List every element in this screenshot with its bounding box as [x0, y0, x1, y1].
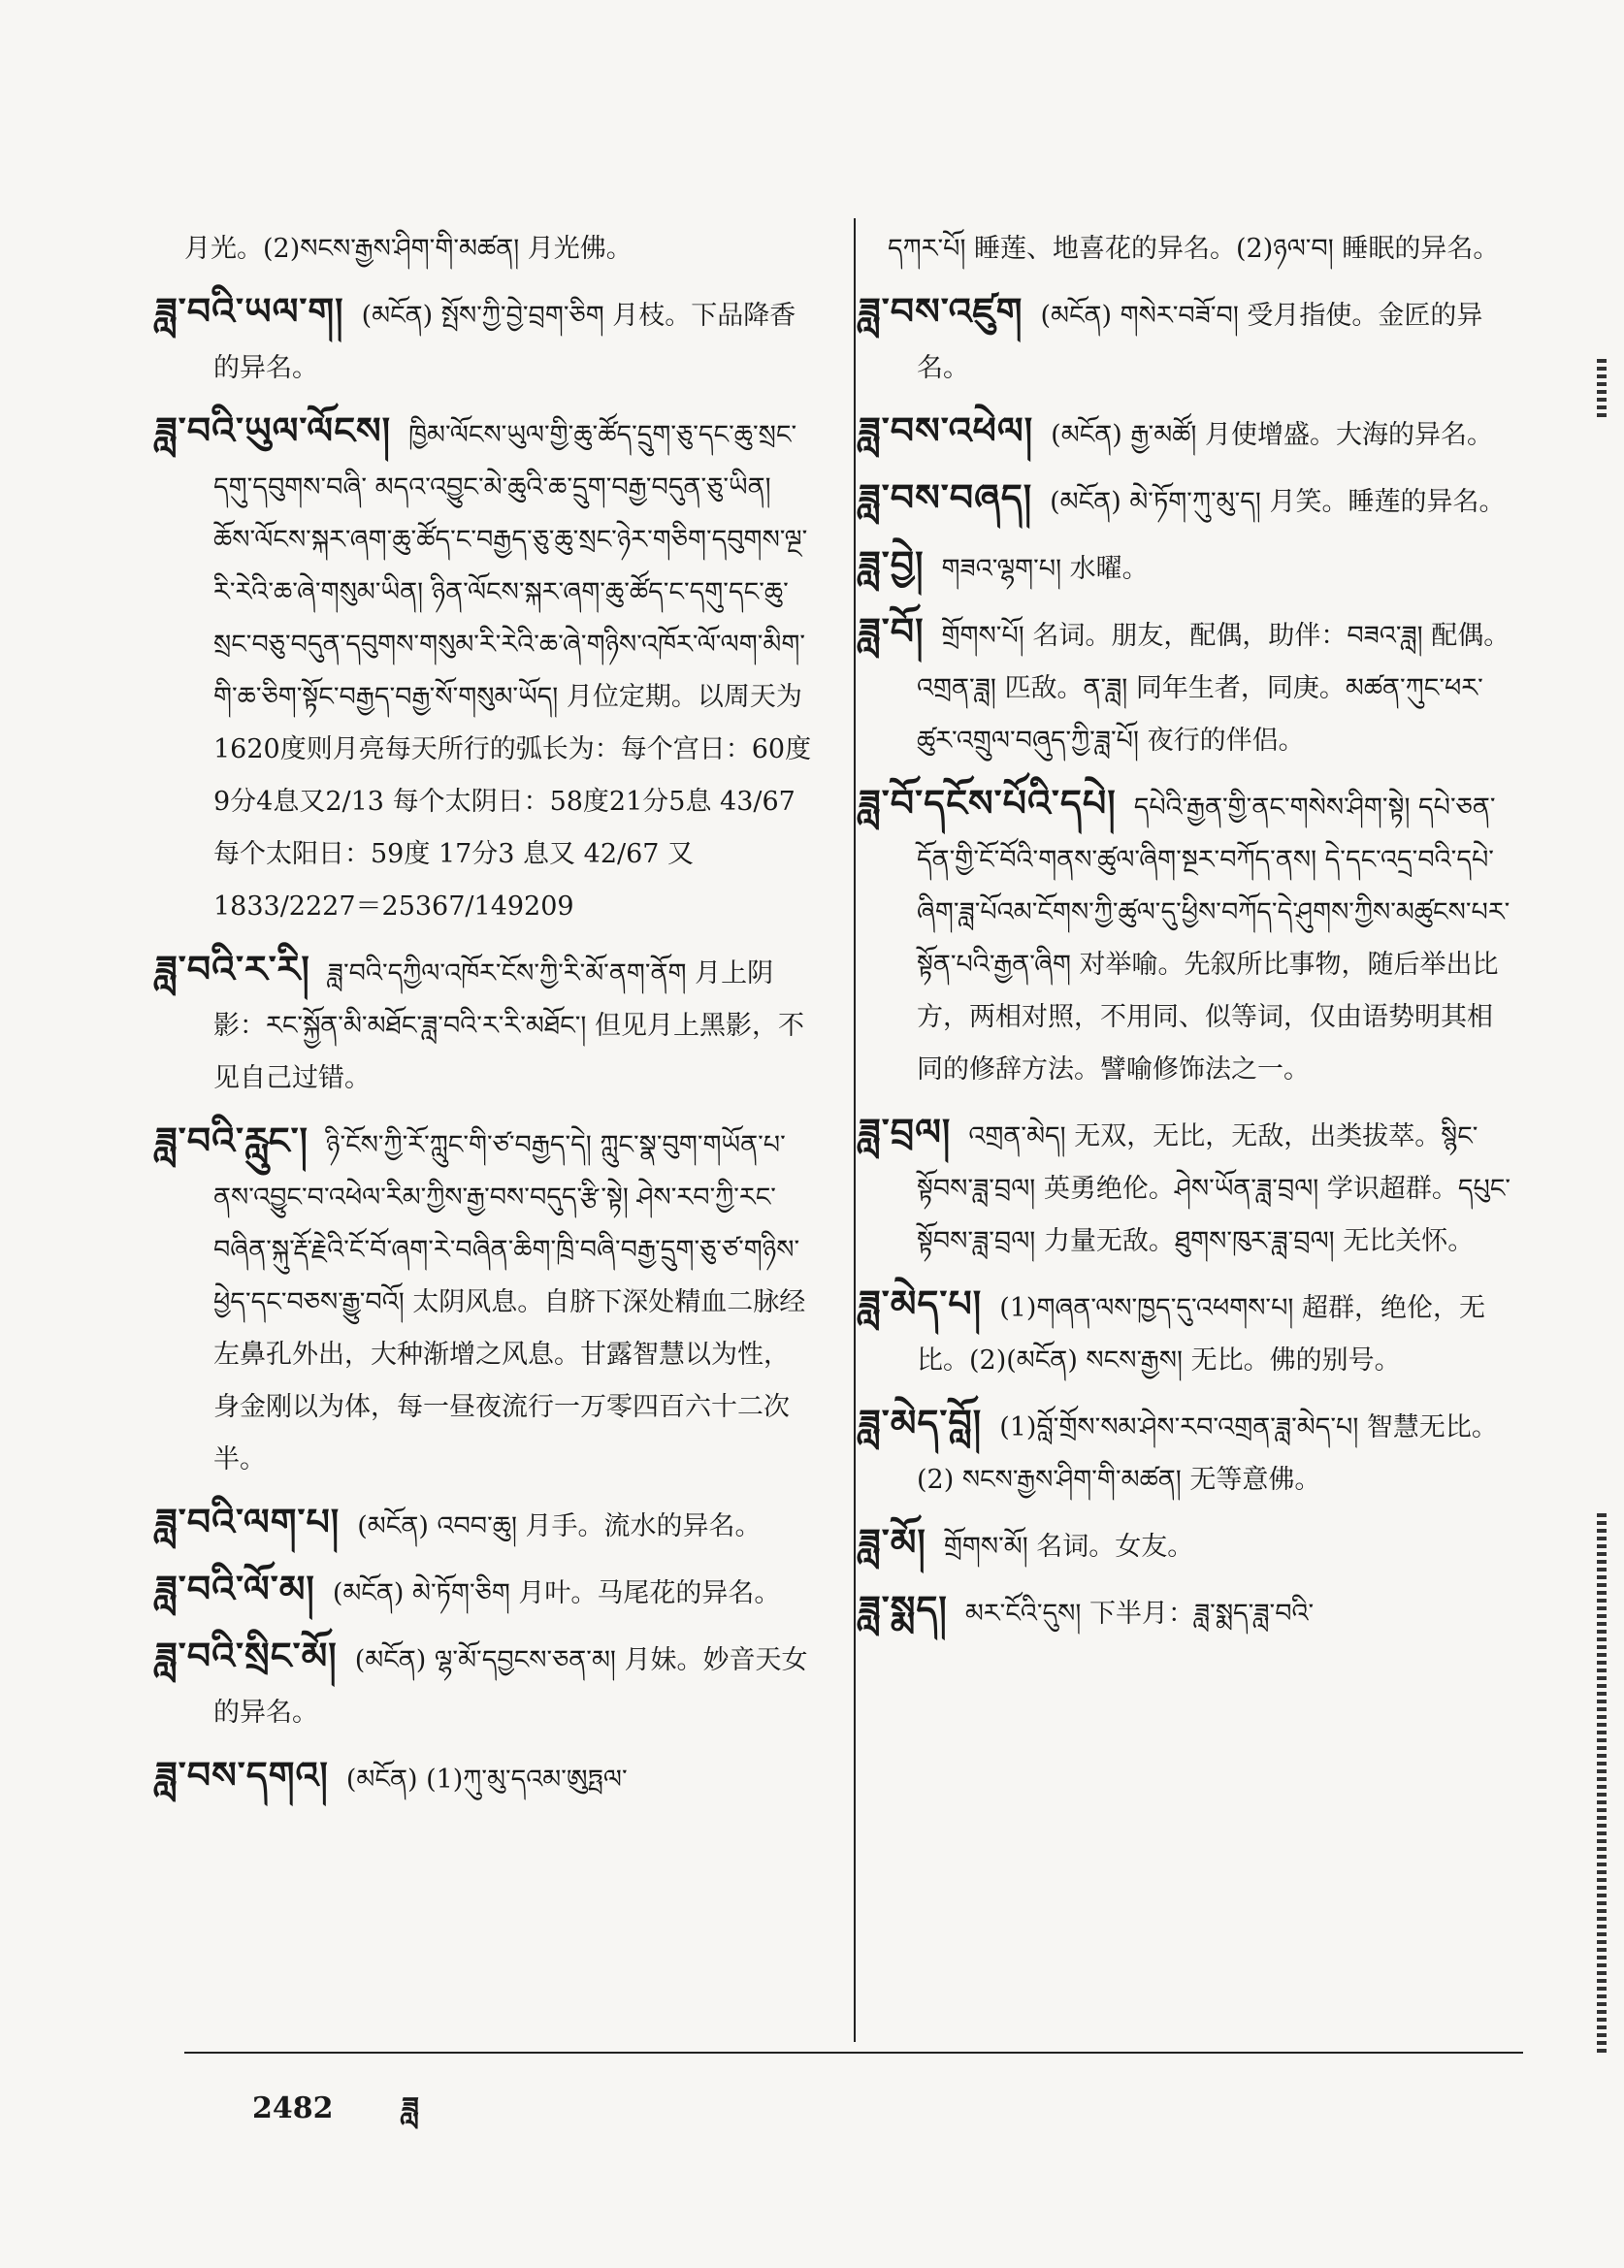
- definition-text: (1)བློ་གྲོས་སམ་ཤེས་རབ་འགྲན་ཟླ་མེད་པ། 智慧无比。(2) སངས་རྒྱས་ཤིག་གི་མཚན། 无等意佛。: [917, 1412, 1498, 1495]
- dictionary-entry: [155, 285, 815, 395]
- edge-mark: [1597, 359, 1607, 417]
- definition-text: ཟླ་བའི་དཀྱིལ་འཁོར་ངོས་ཀྱི་རི་མོ་ནག་ནོག 月上阴影：རང་སྐྱོན་མི་མཐོང་ཟླ་བའི་ར་རི་མཐོང་། 但见月上黑影，不见自己过错。: [213, 958, 805, 1093]
- entry-paragraph: [859, 405, 1518, 462]
- entry-paragraph: [888, 223, 1518, 275]
- definition-text: གཟའ་ལྷག་པ། 水曜。: [941, 554, 1149, 584]
- right-column: [859, 223, 1518, 1650]
- definition-text: (མངོན) གསེར་བཟོ་བ། 受月指使。金匠的异名。: [917, 301, 1483, 383]
- definition-text: (མངོན) ལྷ་མོ་དབྱངས་ཅན་མ། 月妹。妙音天女的异名。: [213, 1645, 808, 1728]
- entry-paragraph: [859, 1516, 1518, 1573]
- headword: ཟླ་བོ།: [859, 610, 925, 653]
- headword: ཟླ་བའི་ལག་པ།: [155, 1501, 341, 1543]
- edge-mark: [1597, 1513, 1607, 2057]
- definition-text: གྲོགས་མོ། 名词。女友。: [943, 1532, 1194, 1562]
- dictionary-entry: [859, 1397, 1518, 1507]
- definition-text: (མངོན) མེ་ཏོག་ཅིག 月叶。马尾花的异名。: [332, 1578, 781, 1608]
- dictionary-entry: [859, 777, 1518, 1096]
- entry-paragraph: [155, 1563, 815, 1620]
- entry-paragraph: [859, 285, 1518, 395]
- entry-paragraph: [184, 223, 815, 275]
- headword: ཟླ་བོ་དངོས་པོའི་དཔེ།: [859, 782, 1117, 825]
- footer-rule: [184, 2052, 1523, 2054]
- definition-text: (མངོན) (1)ཀུ་མུ་དའམ་ཨུཏྤལ་: [345, 1765, 628, 1795]
- definition-text: གྲོགས་པོ། 名词。朋友，配偶，助伴：བཟའ་ཟླ། 配偶。འགྲན་ཟླ། 匹敌。ན་ཟླ། 同年生者，同庚。མཚན་ཀུང་ཕར་ཚུར་འགྲུལ་བཞུད་ཀྱི་ཟླ་པོ། 夜行的伴侣。: [917, 621, 1510, 756]
- dictionary-entry: [859, 1106, 1518, 1268]
- dictionary-entry: [155, 1630, 815, 1739]
- headword: ཟླ་བའི་ར་རི།: [155, 948, 310, 990]
- definition-text: (མངོན) འབབ་ཆུ། 月手。流水的异名。: [357, 1511, 762, 1541]
- entry-paragraph: [859, 1397, 1518, 1507]
- definition-text: (མངོན) མེ་ཏོག་ཀུ་མུ་ད། 月笑。睡莲的异名。: [1050, 487, 1506, 517]
- dictionary-entry: [184, 223, 815, 275]
- dictionary-entry: [859, 538, 1518, 596]
- dictionary-entry: [859, 471, 1518, 529]
- headword: ཟླ་བས་འཛུག: [859, 290, 1023, 333]
- dictionary-entry: [155, 1496, 815, 1553]
- dictionary-entry: [859, 1278, 1518, 1387]
- column-divider: [854, 218, 856, 2042]
- entry-paragraph: [859, 605, 1518, 767]
- headword: ཟླ་བའི་ཡུལ་ལོངས།: [155, 409, 392, 452]
- definition-text: དཔེའི་རྒྱན་གྱི་ནང་གསེས་ཤིག་སྟེ། དཔེ་ཅན་དོན་གྱི་ངོ་བོའི་གནས་ཚུལ་ཞིག་སྔར་བཀོད་ནས། དེ་དང་འདྲ་བའི་དཔེ་ཞིག་ཟླ་པོའམ་ངོགས་ཀྱི་ཚུལ་དུ་ཕྱིས་བཀོད་དེ་ཤུགས་ཀྱིས་མཚུངས་པར་སྟོན་པའི་རྒྱན་ཞིག 对举喻。先叙所比事物，随后举出比方，两相对照，不用同、似等词，仅由语势明其相同的修辞方法。譬喻修饰法之一。: [917, 793, 1510, 1085]
- dictionary-entry: [859, 1583, 1518, 1640]
- entry-paragraph: [859, 538, 1518, 596]
- definition-text: 月光。(2)སངས་རྒྱས་ཤིག་གི་མཚན། 月光佛。: [184, 234, 633, 264]
- dictionary-entry: [859, 605, 1518, 767]
- dictionary-entry: [888, 223, 1518, 275]
- entry-paragraph: [859, 1583, 1518, 1640]
- dictionary-entry: [859, 285, 1518, 395]
- left-column: [155, 223, 815, 1816]
- entry-paragraph: [155, 405, 815, 933]
- definition-text: ཁྱིམ་ལོངས་ཡུལ་གྱི་ཆུ་ཚོད་དྲུག་ཅུ་དང་ཆུ་སྲང་དགུ་དབུགས་བཞི་ མདའ་འབྱུང་མེ་ཆུའི་ཆ་དྲུག་བརྒྱ་བདུན་ཅུ་ཡིན། ཆོས་ལོངས་སྐར་ཞག་ཆུ་ཚོད་ང་བརྒྱད་ཅུ་ཆུ་སྲང་ཉེར་གཅིག་དབུགས་ལྔ་རི་རེའི་ཆ་ཞེ་གསུམ་ཡིན། ཉིན་ལོངས་སྐར་ཞག་ཆུ་ཚོད་ང་དགུ་དང་ཆུ་སྲང་བཅུ་བདུན་དབུགས་གསུམ་རི་རེའི་ཆ་ཞེ་གཉིས་འཁོར་ལོ་ལག་མིག་གི་ཆ་ཅིག་སྟོང་བརྒྱད་བརྒྱ་སོ་གསུམ་ཡོད། 月位定期。以周天为1620度则月亮每天所行的弧长为：每个宫日：60度9分4息又2/13 每个太阴日：58度21分5息 43/67 每个太阳日：59度 17分3 息又 42/67 又 1833/2227＝25367/149209: [213, 420, 812, 922]
- headword: ཟླ་མེད་པ།: [859, 1282, 983, 1325]
- entry-paragraph: [859, 1278, 1518, 1387]
- dictionary-entry: [155, 1749, 815, 1806]
- entry-paragraph: [155, 943, 815, 1105]
- entry-paragraph: [155, 1496, 815, 1553]
- headword: ཟླ་བའི་ཡལ་ག།: [155, 290, 344, 333]
- dictionary-entry: [155, 1563, 815, 1620]
- entry-paragraph: [155, 1630, 815, 1739]
- definition-text: (མངོན) རྒྱ་མཚོ། 月使增盛。大海的异名。: [1051, 420, 1493, 450]
- dictionary-entry: [859, 405, 1518, 462]
- headword: ཟླ་མེད་བློ།: [859, 1402, 983, 1444]
- entry-paragraph: [155, 1115, 815, 1486]
- page-number: 2482: [252, 2091, 334, 2125]
- headword: ཟླ་བྲལ།: [859, 1111, 952, 1153]
- dictionary-entry: [155, 405, 815, 933]
- entry-paragraph: [155, 285, 815, 395]
- dictionary-entry: [155, 943, 815, 1105]
- headword: ཟླ་བས་བཞད།: [859, 476, 1033, 519]
- headword: ཟླ་བའི་སྲིང་མོ།: [155, 1635, 338, 1677]
- definition-text: (མངོན) སྤོས་ཀྱི་བྱེ་བྲག་ཅིག 月枝。下品降香的异名。: [213, 301, 796, 383]
- dictionary-entry: [155, 1115, 815, 1486]
- headword: ཟླ་བའི་རླུང་།: [155, 1119, 309, 1162]
- entry-paragraph: [859, 1106, 1518, 1268]
- definition-text: དཀར་པོ། 睡莲、地喜花的异名。(2)ཉལ་བ། 睡眠的异名。: [888, 234, 1500, 264]
- entry-paragraph: [155, 1749, 815, 1806]
- section-char: ཟླ: [401, 2091, 419, 2125]
- headword: ཟླ་སྨད།: [859, 1588, 948, 1631]
- definition-text: མར་ངོའི་དུས། 下半月：ཟླ་སྨད་ཟླ་བའི་: [964, 1599, 1315, 1629]
- headword: ཟླ་བྱེ།: [859, 543, 925, 586]
- dictionary-entry: [859, 1516, 1518, 1573]
- definition-text: ཉི་ངོས་ཀྱི་རོ་ཀླུང་གི་ཙ་བརྒྱད་དེ། ཀླུང་སྣ་བུག་གཡོན་པ་ནས་འབྱུང་བ་འཕེལ་རིམ་ཀྱིས་རྒྱ་བས་བདུད་རྩི་སྟེ། ཤེས་རབ་ཀྱི་རང་བཞིན་སྐུ་རྡོ་རྗེའི་ངོ་བོ་ཞག་རེ་བཞིན་ཆིག་ཁྲི་བཞི་བརྒྱ་དྲུག་ཅུ་ཙ་གཉིས་ཕྱེད་དང་བཅས་རྒྱུ་བའོ། 太阴风息。自脐下深处精血二脉经左鼻孔外出，大种渐增之风息。甘露智慧以为性，身金刚以为体，每一昼夜流行一万零四百六十二次半。: [213, 1130, 806, 1474]
- definition-text: (1)གཞན་ལས་ཁྱད་དུ་འཕགས་པ། 超群，绝伦，无比。(2)(མངོན) སངས་རྒྱས། 无比。佛的别号。: [917, 1293, 1485, 1376]
- page-footer: [252, 2076, 477, 2157]
- definition-text: འགྲན་མེད། 无双，无比，无敌，出类拔萃。སྙིང་སྟོབས་ཟླ་བྲལ། 英勇绝伦。ཤེས་ཡོན་ཟླ་བྲལ། 学识超群。དཔུང་སྟོབས་ཟླ་བྲལ། 力量无敌。ཐུགས་ཁུར་ཟླ་བྲལ། 无比关怀。: [917, 1121, 1511, 1256]
- headword: ཟླ་བས་དགའ།: [155, 1754, 329, 1797]
- headword: ཟླ་བས་འཕེལ།: [859, 409, 1034, 452]
- entry-paragraph: [859, 777, 1518, 1096]
- headword: ཟླ་བའི་ལོ་མ།: [155, 1568, 315, 1610]
- entry-paragraph: [859, 471, 1518, 529]
- headword: ཟླ་མོ།: [859, 1521, 926, 1564]
